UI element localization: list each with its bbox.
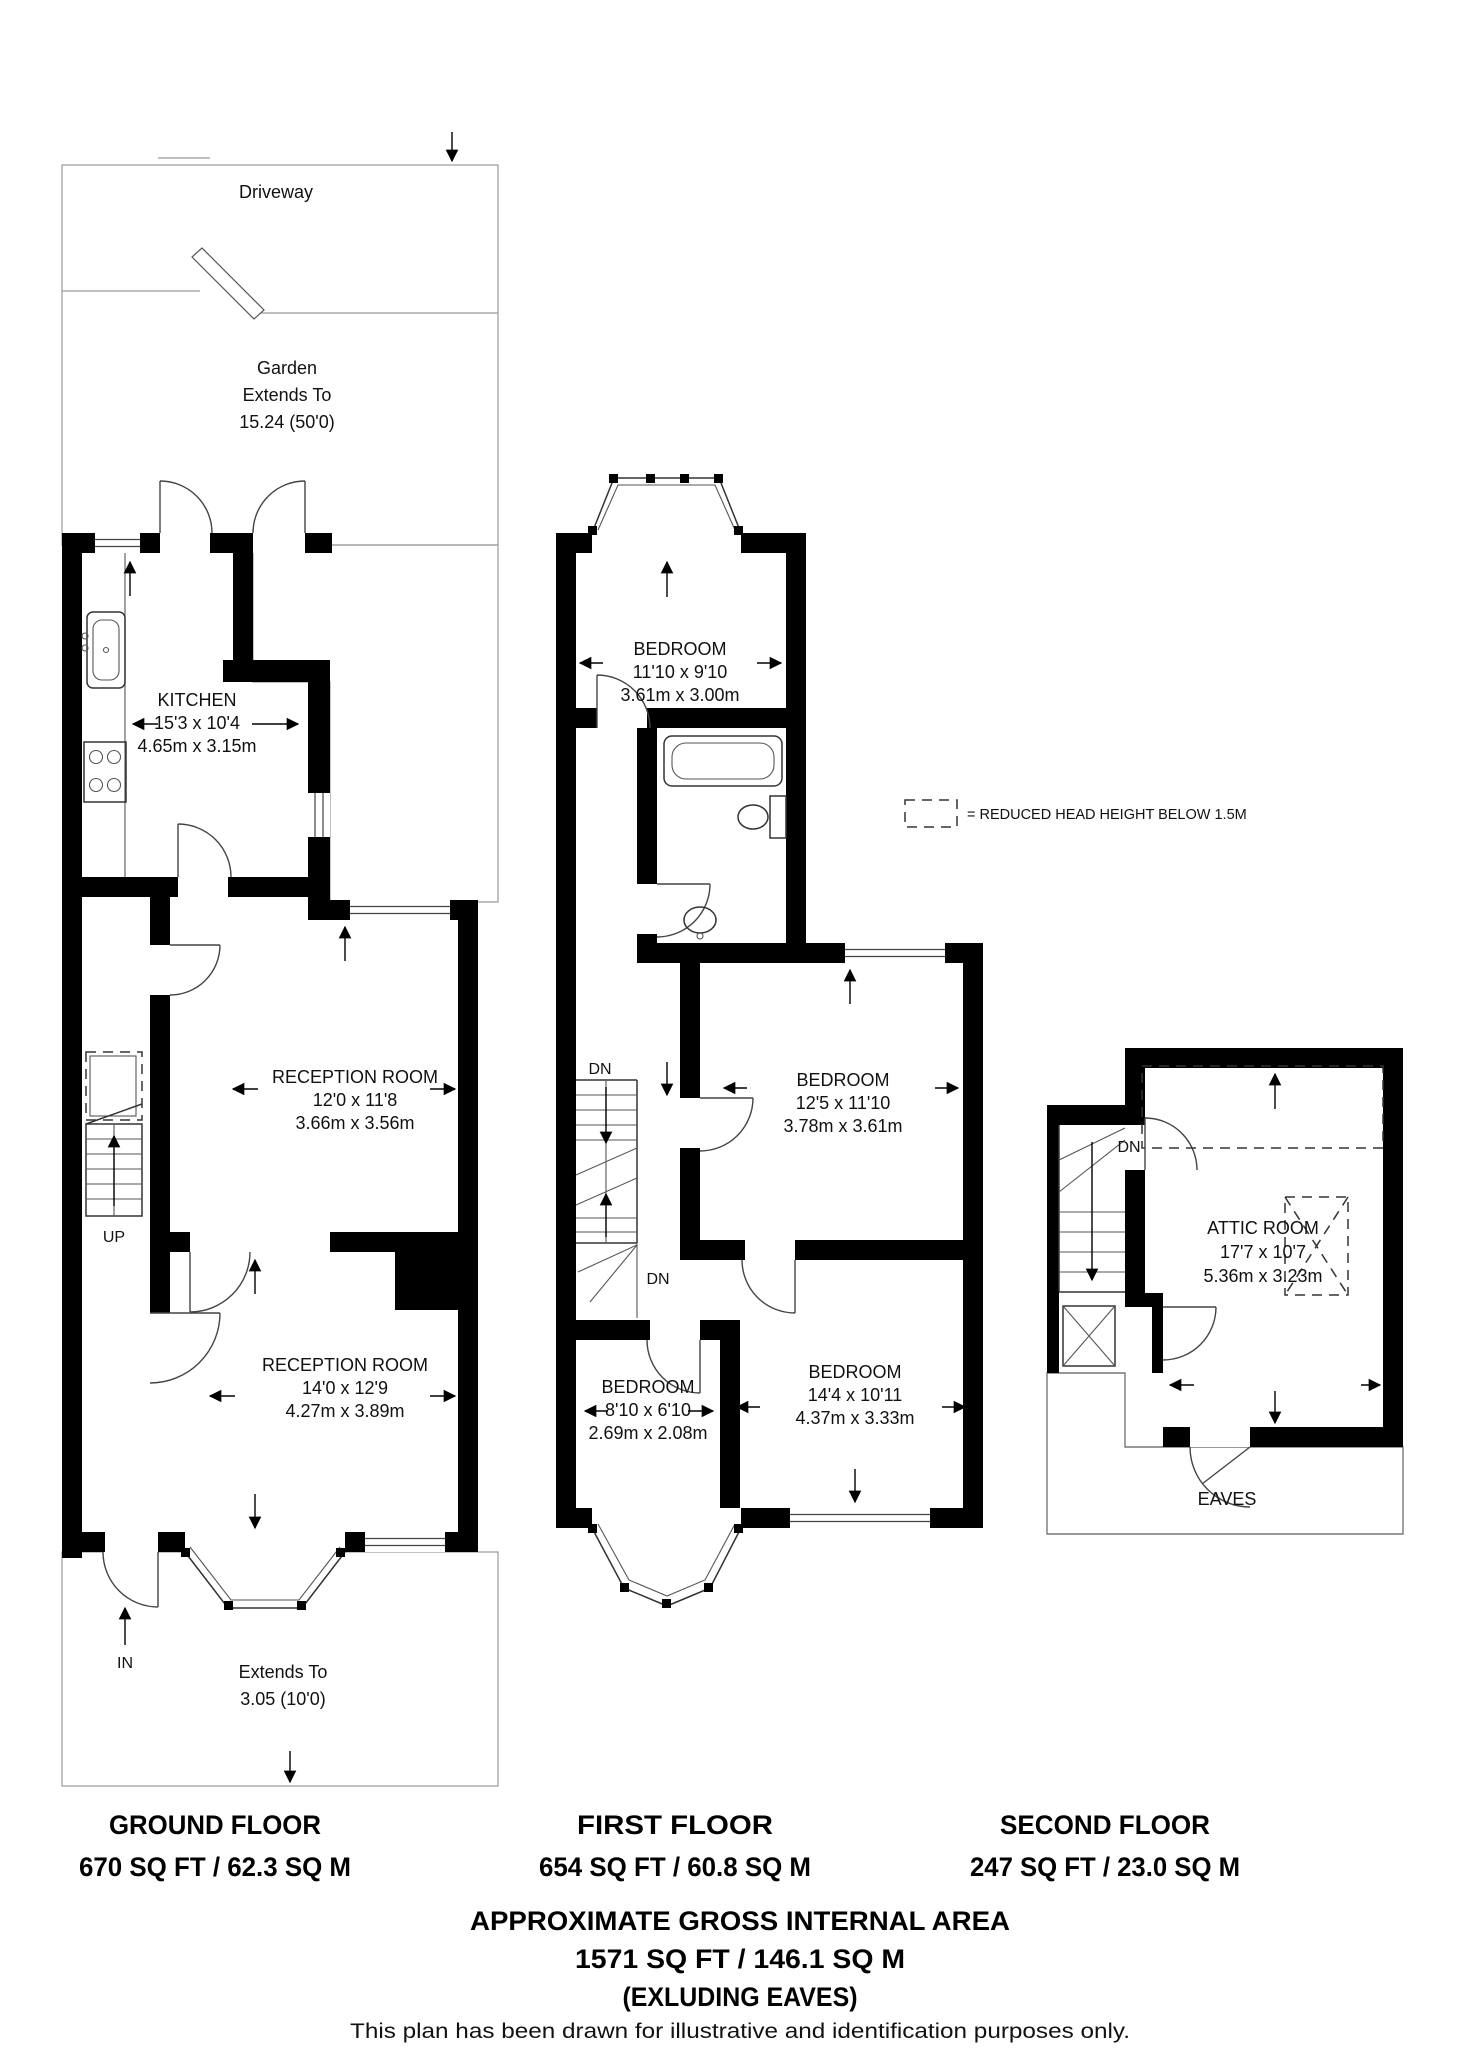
disclaimer-text: This plan has been drawn for illustrative and identification purposes only. [350,2019,1130,2043]
bedroom1-label: BEDROOM [633,639,727,659]
garden-note-line2: Extends To [242,385,332,405]
void-box [1063,1306,1115,1366]
staircase-up [86,1052,142,1216]
bathtub [664,736,782,786]
garden-note-line3: 15.24 (50'0) [239,412,335,432]
floor-captions [79,1810,1240,1882]
ground-walls [62,533,478,1558]
kitchen-label: KITCHEN [157,690,237,710]
eaves-label: EAVES [1197,1489,1257,1509]
bedroom4-label: BEDROOM [808,1362,902,1382]
first-bottom-bay-window [588,1524,743,1608]
bedroom4-dims-metric: 4.37m x 3.33m [795,1408,915,1428]
bedroom2-label: BEDROOM [796,1070,890,1090]
front-note-line1: Extends To [238,1662,328,1682]
bedroom3-dims-metric: 2.69m x 2.08m [588,1423,708,1443]
reception1-dims-imperial: 12'0 x 11'8 [312,1090,398,1110]
ground-floor-plan [62,132,498,1786]
gross-area-title: APPROXIMATE GROSS INTERNAL AREA [470,1906,1010,1936]
legend-dashed-box [905,800,957,827]
ground-floor-area: 670 SQ FT / 62.3 SQ M [79,1852,351,1882]
footer [350,1906,1130,2043]
reception2-dims-metric: 4.27m x 3.89m [285,1401,405,1421]
first-windows [790,943,945,1528]
front-door-swing-area [103,1552,158,1607]
reception1-dims-metric: 3.66m x 3.56m [295,1113,415,1133]
basin [684,907,716,939]
bedroom2-dims-metric: 3.78m x 3.61m [783,1116,903,1136]
bedroom3-dims-imperial: 8'10 x 6'10 [605,1400,691,1420]
front-note-line2: 3.05 (10'0) [240,1689,326,1709]
first-floor-area: 654 SQ FT / 60.8 SQ M [539,1852,811,1882]
bedroom3-label: BEDROOM [601,1377,695,1397]
reception1-label: RECEPTION ROOM [271,1067,439,1087]
attic-dims-imperial: 17'7 x 10'7 [1220,1242,1306,1262]
legend [905,800,1247,827]
in-label: IN [117,1655,133,1672]
up-label: UP [102,1229,126,1246]
staircase-second [1059,1125,1125,1292]
bedroom2-dims-imperial: 12'5 x 11'10 [795,1093,891,1113]
dn-lower-label: DN [646,1271,670,1288]
reception2-dims-imperial: 14'0 x 12'9 [302,1378,388,1398]
kitchen-hob [84,742,126,802]
attic-label: ATTIC ROOM [1207,1218,1319,1238]
kitchen-sink [82,612,125,688]
first-floor-plan [556,474,983,1608]
eaves-outline [1047,1373,1403,1534]
first-top-bay-window [588,474,743,535]
first-floor-title: FIRST FLOOR [577,1810,773,1840]
bedroom4-dims-imperial: 14'4 x 10'11 [807,1385,903,1405]
ground-doors [103,481,305,1607]
ground-windows [95,533,450,1552]
driveway-label: Driveway [238,182,314,202]
garden-break-symbol [192,248,264,319]
staircase-first [576,1080,637,1318]
ground-floor-title: GROUND FLOOR [109,1810,321,1840]
dn-second-label: DN [1117,1139,1141,1156]
reduced-head-height-zone [1142,1066,1383,1148]
garden-note-line1: Garden [256,358,318,378]
second-floor-title: SECOND FLOOR [1000,1810,1210,1840]
gross-area-note: (EXLUDING EAVES) [622,1982,858,2012]
kitchen-dims-imperial: 15'3 x 10'4 [154,713,240,733]
attic-dims-metric: 5.36m x 3.23m [1203,1266,1323,1286]
legend-text: = REDUCED HEAD HEIGHT BELOW 1.5M [967,807,1247,823]
gross-area-value: 1571 SQ FT / 146.1 SQ M [575,1944,905,1974]
second-floor-plan [1047,1048,1403,1534]
second-floor-area: 247 SQ FT / 23.0 SQ M [970,1852,1240,1882]
bedroom1-dims-imperial: 11'10 x 9'10 [632,662,728,682]
bedroom1-dims-metric: 3.61m x 3.00m [620,685,740,705]
reception2-label: RECEPTION ROOM [261,1355,429,1375]
kitchen-dims-metric: 4.65m x 3.15m [137,736,257,756]
dn-upper-label: DN [588,1061,612,1078]
toilet [738,796,786,838]
